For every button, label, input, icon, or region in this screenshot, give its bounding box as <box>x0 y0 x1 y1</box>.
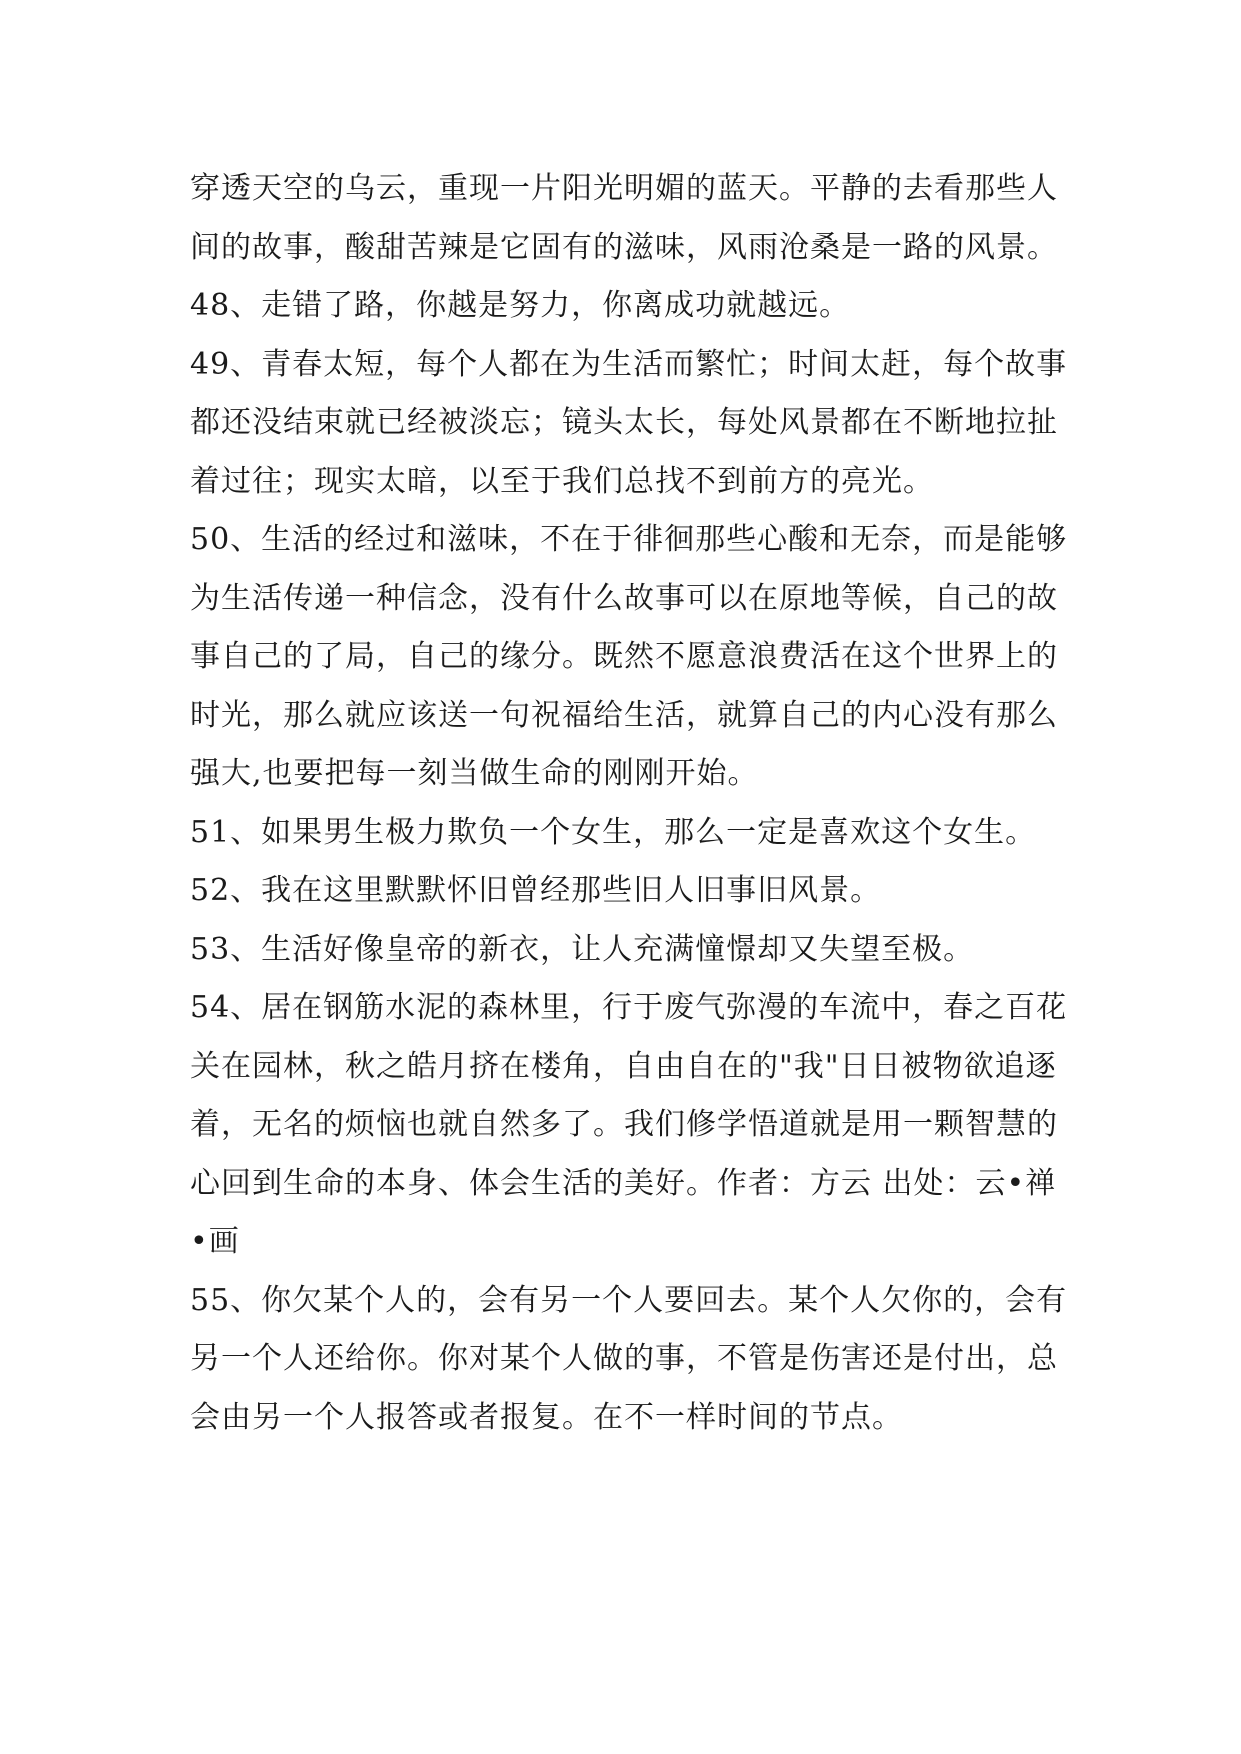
paragraph-49: 49、青春太短，每个人都在为生活而繁忙；时间太赶，每个故事都还没结束就已经被淡忘；镜头太长，每处风景都在不断地拉扯着过往；现实太暗，以至于我们总找不到前方的亮光。 <box>190 346 1068 499</box>
paragraph-continuation: 穿透天空的乌云，重现一片阳光明媚的蓝天。平静的去看那些人间的故事，酸甜苦辣是它固有的滋味，风雨沧桑是一路的风景。 <box>190 171 1058 265</box>
paragraph-53: 53、生活好像皇帝的新衣，让人充满憧憬却又失望至极。 <box>190 931 975 967</box>
paragraph-51: 51、如果男生极力欺负一个女生，那么一定是喜欢这个女生。 <box>190 814 1037 850</box>
paragraph-48: 48、走错了路，你越是努力，你离成功就越远。 <box>190 288 851 323</box>
paragraph-55: 55、你欠某个人的，会有另一个人要回去。某个人欠你的，会有另一个人还给你。你对某个人做的事，不管是伤害还是付出，总会由另一个人报答或者报复。在不一样时间的节点。 <box>190 1282 1068 1435</box>
paragraph-52: 52、我在这里默默怀旧曾经那些旧人旧事旧风景。 <box>190 873 882 908</box>
paragraph-50: 50、生活的经过和滋味，不在于徘徊那些心酸和无奈，而是能够为生活传递一种信念，没有什么故事可以在原地等候，自己的故事自己的了局，自己的缘分。既然不愿意浪费活在这个世界上的时光，那么就应该送一句祝福给生活，就算自己的内心没有那么强大,也要把每一刻当做生命的刚刚开始。 <box>190 522 1068 791</box>
paragraph-54: 54、居在钢筋水泥的森林里，行于废气弥漫的车流中，春之百花关在园林，秋之皓月挤在楼角，自由自在的"我"日日被物欲追逐着，无名的烦恼也就自然多了。我们修学悟道就是用一颗智慧的心回到生命的本身、体会生活的美好。作者：方云 出处：云•禅•画 <box>190 990 1068 1259</box>
document-body <box>190 160 1070 1447</box>
